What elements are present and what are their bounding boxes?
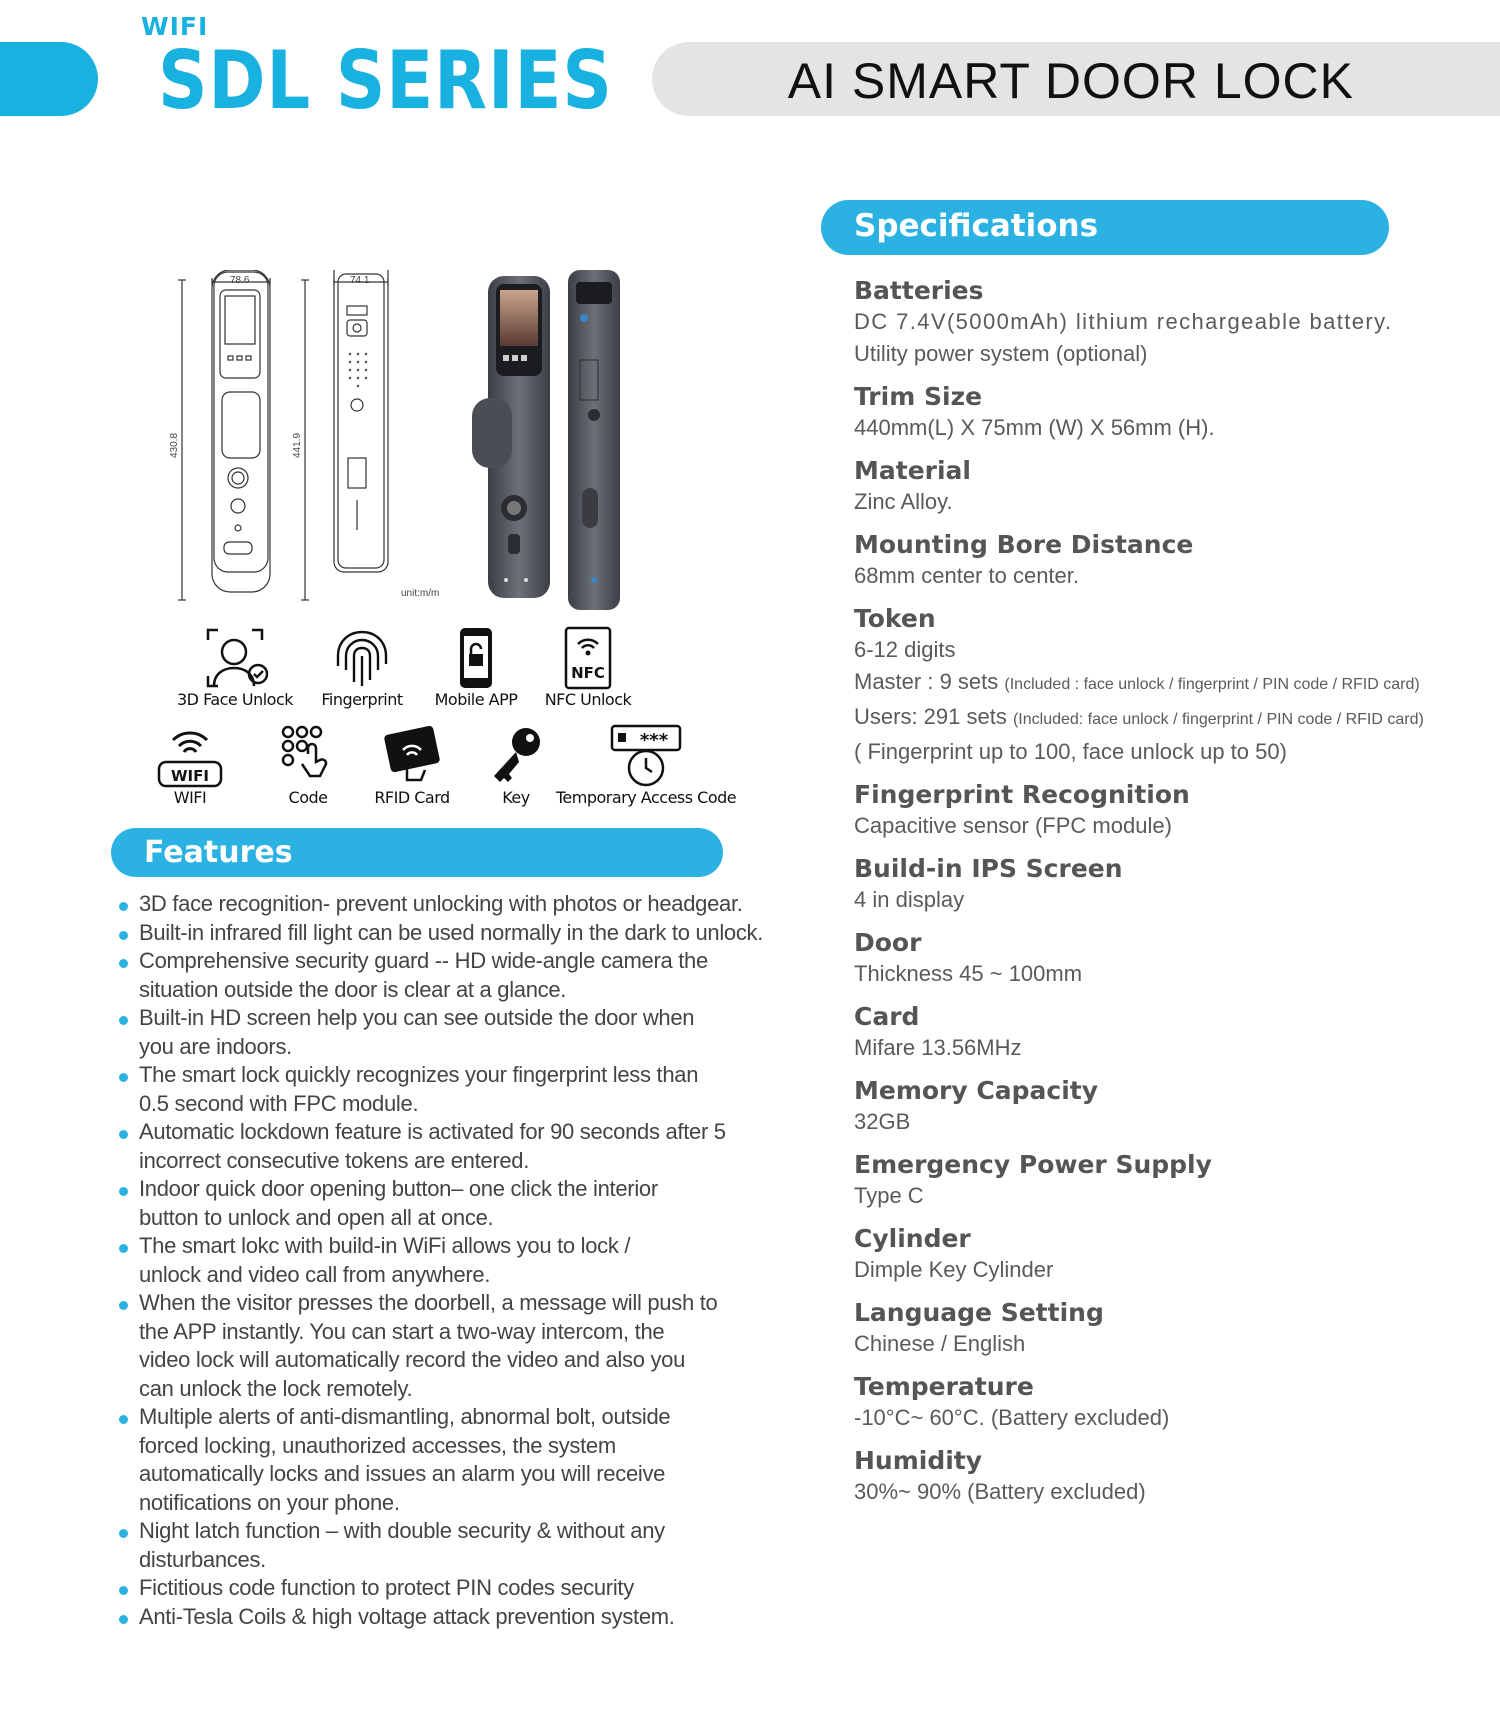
spec-door bbox=[854, 928, 1494, 990]
stars-glyph: *** bbox=[639, 730, 669, 751]
spec-trim-size bbox=[854, 382, 1494, 444]
lock-product-image bbox=[470, 270, 630, 610]
code-keypad-icon bbox=[278, 724, 338, 788]
unlock-method-label: 3D Face Unlock bbox=[177, 690, 293, 709]
token-users: Users: 291 sets bbox=[854, 704, 1007, 729]
key-icon bbox=[486, 724, 546, 788]
unlock-method-code bbox=[258, 724, 358, 807]
token-users-note: (Included: face unlock / fingerprint / PIN code / RFID card) bbox=[1012, 711, 1424, 728]
spec-value: Capacitive sensor (FPC module) bbox=[854, 813, 1172, 838]
feature-item: Anti-Tesla Coils & high voltage attack prevention system. bbox=[116, 1603, 816, 1632]
spec-value: Chinese / English bbox=[854, 1331, 1026, 1356]
feature-item: Fictitious code function to protect PIN codes security bbox=[116, 1574, 816, 1603]
specifications-header bbox=[821, 200, 1389, 255]
unlock-method-label: Temporary Access Code bbox=[555, 788, 737, 807]
spec-value: 30%~ 90% (Battery excluded) bbox=[854, 1479, 1146, 1504]
specifications-list bbox=[854, 276, 1494, 1520]
spec-emergency-power bbox=[854, 1150, 1494, 1212]
line-drawing-svg bbox=[170, 270, 470, 610]
spec-value: Thickness 45 ~ 100mm bbox=[854, 961, 1083, 986]
spec-value: Mifare 13.56MHz bbox=[854, 1035, 1022, 1060]
spec-cylinder bbox=[854, 1224, 1494, 1286]
series-title: SDL SERIES bbox=[158, 34, 613, 127]
spec-value: 6-12 digits bbox=[854, 637, 956, 662]
spec-fingerprint bbox=[854, 780, 1494, 842]
features-list bbox=[116, 890, 816, 1631]
spec-value: Dimple Key Cylinder bbox=[854, 1257, 1054, 1282]
face-unlock-icon bbox=[200, 626, 270, 690]
spec-value: 4 in display bbox=[854, 887, 965, 912]
lock-render-svg bbox=[470, 270, 630, 610]
spec-label: Card bbox=[854, 1002, 920, 1031]
unlock-method-label: NFC Unlock bbox=[544, 690, 632, 709]
feature-item: When the visitor presses the doorbell, a message will push to the APP instantly. You can start a two-way intercom, the video lock will automatically record the video and also you can unlock the lock remotely. bbox=[116, 1289, 719, 1403]
spec-label: Door bbox=[854, 928, 922, 957]
spec-value-users bbox=[854, 701, 1494, 736]
temporary-code-icon bbox=[610, 724, 682, 788]
spec-memory bbox=[854, 1076, 1494, 1138]
unlock-method-key bbox=[466, 724, 566, 807]
spec-label: Humidity bbox=[854, 1446, 983, 1475]
spec-value: DC 7.4V(5000mAh) lithium rechargeable battery. bbox=[854, 309, 1393, 334]
spec-value: 68mm center to center. bbox=[854, 563, 1079, 588]
rfid-card-icon bbox=[379, 724, 445, 788]
spec-value: -10°C~ 60°C. (Battery excluded) bbox=[854, 1405, 1170, 1430]
lock-technical-drawings bbox=[170, 270, 470, 610]
spec-value: Zinc Alloy. bbox=[854, 489, 953, 514]
token-master-note: (Included : face unlock / fingerprint / PIN code / RFID card) bbox=[1004, 676, 1420, 693]
unlock-method-mobile bbox=[426, 626, 526, 709]
spec-label: Build-in IPS Screen bbox=[854, 854, 1123, 883]
feature-item: 3D face recognition- prevent unlocking with photos or headgear. bbox=[116, 890, 816, 919]
fingerprint-icon bbox=[332, 626, 392, 690]
spec-value-master bbox=[854, 666, 1494, 701]
spec-label: Cylinder bbox=[854, 1224, 971, 1253]
wifi-icon bbox=[155, 724, 225, 788]
unlock-method-label: Key bbox=[502, 788, 530, 807]
title-banner bbox=[652, 42, 1500, 116]
wifi-glyph: WIFI bbox=[171, 767, 209, 785]
spec-label: Fingerprint Recognition bbox=[854, 780, 1190, 809]
spec-batteries bbox=[854, 276, 1494, 370]
mobile-app-icon bbox=[454, 626, 498, 690]
feature-item: Multiple alerts of anti-dismantling, abnormal bolt, outside forced locking, unauthorized accesses, the system automatically locks and issues an alarm you will receive notifications on your phone. bbox=[116, 1403, 719, 1517]
spec-value: Type C bbox=[854, 1183, 924, 1208]
spec-temperature bbox=[854, 1372, 1494, 1434]
spec-label: Memory Capacity bbox=[854, 1076, 1099, 1105]
spec-label: Language Setting bbox=[854, 1298, 1104, 1327]
spec-language bbox=[854, 1298, 1494, 1360]
spec-label: Mounting Bore Distance bbox=[854, 530, 1194, 559]
nfc-glyph: NFC bbox=[571, 664, 605, 682]
spec-value: 32GB bbox=[854, 1109, 911, 1134]
dimension-width-front: 78.6 bbox=[230, 275, 250, 286]
spec-screen bbox=[854, 854, 1494, 916]
header-accent-tab bbox=[0, 42, 98, 116]
dimension-height-front: 430.8 bbox=[169, 432, 181, 459]
feature-item: Automatic lockdown feature is activated for 90 seconds after 5 incorrect consecutive tokens are entered. bbox=[116, 1118, 739, 1175]
feature-item: Night latch function – with double security & without any disturbances. bbox=[116, 1517, 679, 1574]
spec-label: Trim Size bbox=[854, 382, 983, 411]
unlock-method-label: WIFI bbox=[173, 788, 207, 807]
unlock-method-fingerprint bbox=[312, 626, 412, 709]
unit-note: unit:m/m bbox=[401, 588, 440, 599]
spec-value: Utility power system (optional) bbox=[854, 341, 1148, 366]
wifi-label: WIFI bbox=[141, 12, 209, 41]
specifications-title: Specifications bbox=[854, 208, 1099, 244]
spec-value: ( Fingerprint up to 100, face unlock up to 50) bbox=[854, 739, 1287, 764]
feature-item: The smart lokc with build-in WiFi allows you to lock / unlock and video call from anywhere. bbox=[116, 1232, 679, 1289]
unlock-method-label: RFID Card bbox=[374, 788, 450, 807]
unlock-method-rfid bbox=[362, 724, 462, 807]
feature-item: Comprehensive security guard -- HD wide-angle camera the situation outside the door is clear at a glance. bbox=[116, 947, 719, 1004]
spec-label: Emergency Power Supply bbox=[854, 1150, 1212, 1179]
banner-title: AI SMART DOOR LOCK bbox=[787, 53, 1354, 109]
token-master: Master : 9 sets bbox=[854, 669, 999, 694]
feature-item: The smart lock quickly recognizes your fingerprint less than 0.5 second with FPC module. bbox=[116, 1061, 729, 1118]
nfc-icon bbox=[563, 626, 613, 690]
unlock-method-label: Mobile APP bbox=[434, 690, 518, 709]
spec-label: Material bbox=[854, 456, 971, 485]
features-title: Features bbox=[144, 835, 293, 870]
features-header bbox=[111, 828, 723, 877]
spec-value: 440mm(L) X 75mm (W) X 56mm (H). bbox=[854, 415, 1215, 440]
spec-label: Batteries bbox=[854, 276, 984, 305]
feature-item: Built-in infrared fill light can be used normally in the dark to unlock. bbox=[116, 919, 816, 948]
spec-material bbox=[854, 456, 1494, 518]
unlock-method-wifi bbox=[140, 724, 240, 807]
unlock-method-label: Code bbox=[288, 788, 328, 807]
spec-card bbox=[854, 1002, 1494, 1064]
spec-humidity bbox=[854, 1446, 1494, 1508]
unlock-method-temporary-code bbox=[554, 724, 738, 807]
feature-item: Built-in HD screen help you can see outside the door when you are indoors. bbox=[116, 1004, 719, 1061]
dimension-width-back: 74.1 bbox=[350, 275, 370, 286]
feature-item: Indoor quick door opening button– one click the interior button to unlock and open all at once. bbox=[116, 1175, 719, 1232]
unlock-method-face bbox=[168, 626, 302, 709]
spec-bore-distance bbox=[854, 530, 1494, 592]
spec-token bbox=[854, 604, 1494, 768]
unlock-method-nfc bbox=[538, 626, 638, 709]
dimension-height-back: 441.9 bbox=[292, 432, 304, 459]
spec-label: Token bbox=[854, 604, 936, 633]
spec-label: Temperature bbox=[854, 1372, 1034, 1401]
unlock-method-label: Fingerprint bbox=[321, 690, 403, 709]
